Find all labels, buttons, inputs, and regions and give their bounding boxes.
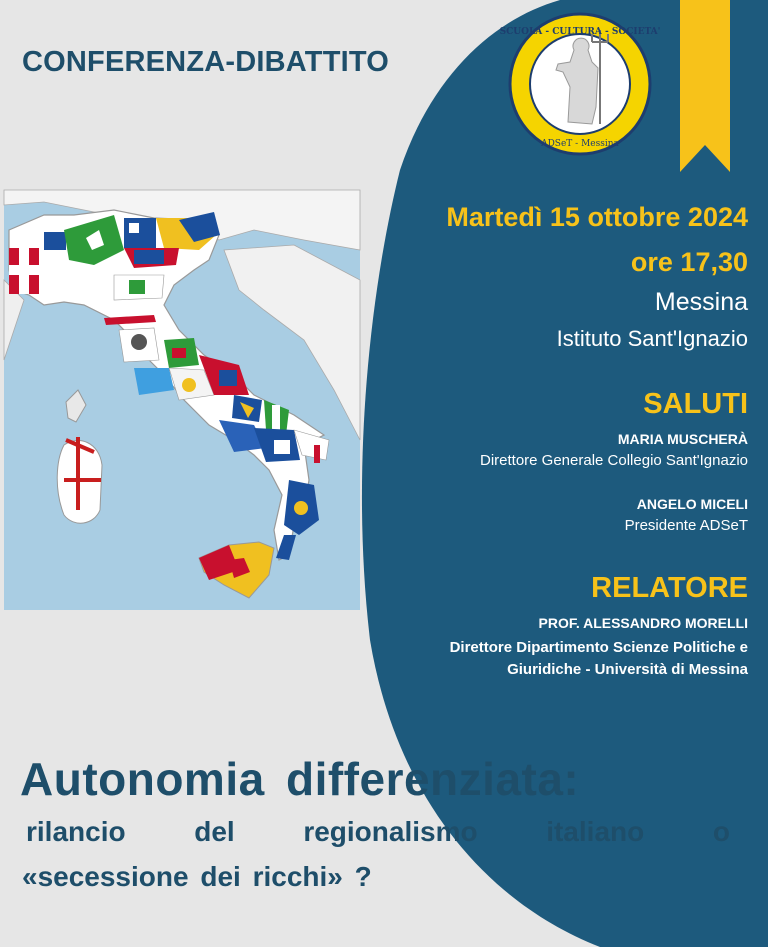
subtitle-word: italiano [546, 816, 645, 847]
logo-bottom-text: ADSeT - Messina [541, 139, 619, 149]
conference-subtitle-line: «secessione dei ricchi» ? [22, 861, 372, 892]
relatore-heading: RELATORE [591, 572, 748, 604]
event-date: Martedì 15 ottobre 2024 [446, 202, 748, 232]
event-venue: Istituto Sant'Ignazio [556, 326, 748, 351]
subtitle-word: regionalismo [303, 816, 478, 847]
subtitle-word: rilancio [26, 816, 126, 847]
relatore-role [450, 637, 748, 681]
relatore-role-line: Giuridiche - Università di Messina [507, 661, 748, 678]
event-city: Messina [654, 288, 748, 316]
subtitle-word: o [712, 816, 730, 847]
relatore-role-line: Direttore Dipartimento Scienze Politiche e [449, 639, 748, 656]
conference-subtitle-line [26, 816, 730, 848]
event-type-heading: CONFERENZA-DIBATTITO [22, 46, 390, 78]
saluti-heading: SALUTI [643, 388, 748, 420]
logo-ring-text: SCUOLA - CULTURA - SOCIETA' [499, 27, 661, 37]
italy-regions-flag-map [4, 190, 360, 610]
speaker-name: ANGELO MICELI [636, 496, 748, 512]
yellow-ribbon [680, 0, 730, 172]
event-time: ore 17,30 [630, 247, 748, 277]
speaker-role: Presidente ADSeT [624, 517, 748, 534]
speaker-role: Direttore Generale Collegio Sant'Ignazio [479, 452, 748, 469]
subtitle-word: del [194, 816, 235, 847]
conference-title: Autonomia differenziata: [20, 753, 580, 805]
adset-logo [499, 12, 661, 156]
relatore-name: PROF. ALESSANDRO MORELLI [538, 615, 748, 631]
speaker-name: MARIA MUSCHERÀ [617, 431, 748, 447]
